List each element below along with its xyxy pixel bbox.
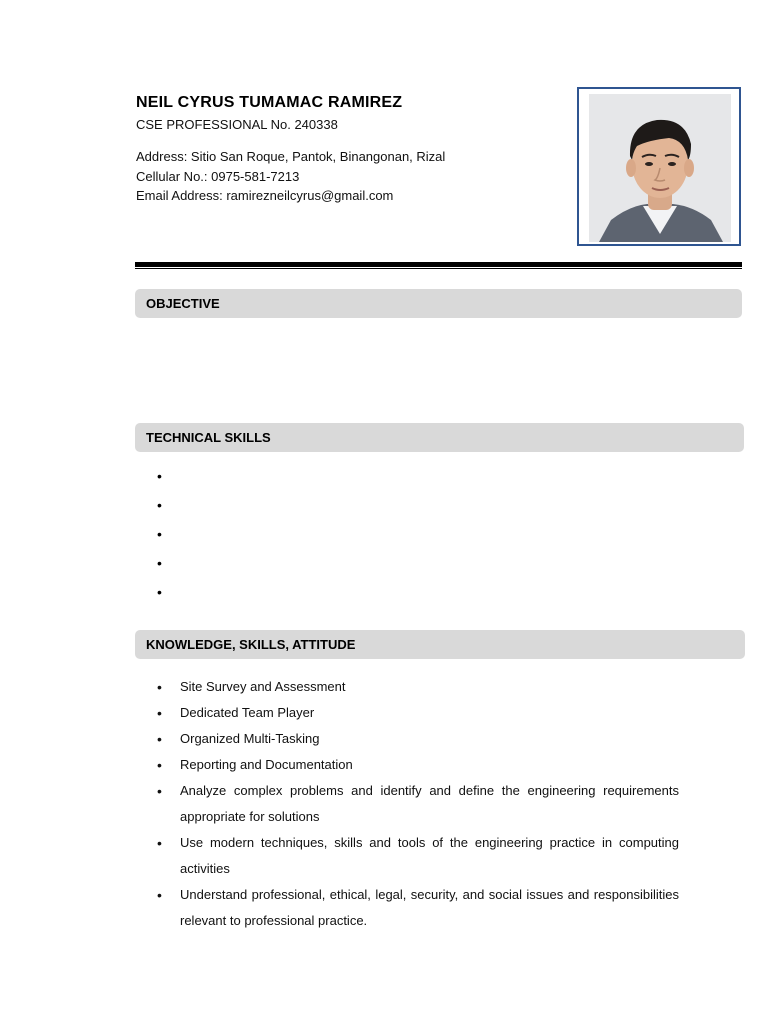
ksa-item-text: Site Survey and Assessment bbox=[180, 679, 346, 694]
bullet-icon: • bbox=[157, 705, 162, 721]
header-divider-thick bbox=[135, 262, 742, 267]
list-item bbox=[157, 830, 679, 882]
bullet-icon: • bbox=[157, 783, 162, 799]
email-line: Email Address: ramirezneilcyrus@gmail.com bbox=[136, 188, 394, 203]
objective-heading: OBJECTIVE bbox=[135, 289, 742, 318]
ksa-heading: KNOWLEDGE, SKILLS, ATTITUDE bbox=[135, 630, 745, 659]
profile-photo-image bbox=[589, 94, 731, 242]
technical-skill-bullet: • bbox=[157, 584, 162, 600]
list-item bbox=[157, 882, 679, 934]
ksa-item-text: Reporting and Documentation bbox=[180, 757, 353, 772]
profile-photo bbox=[589, 94, 731, 242]
bullet-icon: • bbox=[157, 835, 162, 851]
list-item bbox=[157, 700, 679, 726]
bullet-icon: • bbox=[157, 887, 162, 903]
bullet-icon: • bbox=[157, 757, 162, 773]
ksa-item-text: Dedicated Team Player bbox=[180, 705, 315, 720]
cse-license-line: CSE PROFESSIONAL No. 240338 bbox=[136, 117, 338, 132]
technical-skill-bullet: • bbox=[157, 555, 162, 571]
ksa-item-text: Understand professional, ethical, legal, security, and social issues and responsibilities relevant to professional practice. bbox=[180, 887, 679, 928]
cellular-line: Cellular No.: 0975-581-7213 bbox=[136, 169, 300, 184]
list-item bbox=[157, 778, 679, 830]
technical-skill-bullet: • bbox=[157, 526, 162, 542]
ksa-item-text: Organized Multi-Tasking bbox=[180, 731, 320, 746]
header-divider-thin bbox=[135, 268, 742, 269]
ksa-item-text: Analyze complex problems and identify and define the engineering requirements appropriate for solutions bbox=[180, 783, 679, 824]
ksa-item-text: Use modern techniques, skills and tools of the engineering practice in computing activities bbox=[180, 835, 679, 876]
list-item bbox=[157, 674, 679, 700]
technical-skill-bullet: • bbox=[157, 468, 162, 484]
applicant-name: NEIL CYRUS TUMAMAC RAMIREZ bbox=[136, 94, 403, 111]
technical-skill-bullet: • bbox=[157, 497, 162, 513]
technical-skills-heading: TECHNICAL SKILLS bbox=[135, 423, 744, 452]
address-line: Address: Sitio San Roque, Pantok, Binangonan, Rizal bbox=[136, 149, 446, 164]
bullet-icon: • bbox=[157, 731, 162, 747]
list-item bbox=[157, 752, 679, 778]
ksa-list bbox=[157, 674, 679, 934]
bullet-icon: • bbox=[157, 679, 162, 695]
list-item bbox=[157, 726, 679, 752]
profile-photo-frame bbox=[577, 87, 741, 246]
